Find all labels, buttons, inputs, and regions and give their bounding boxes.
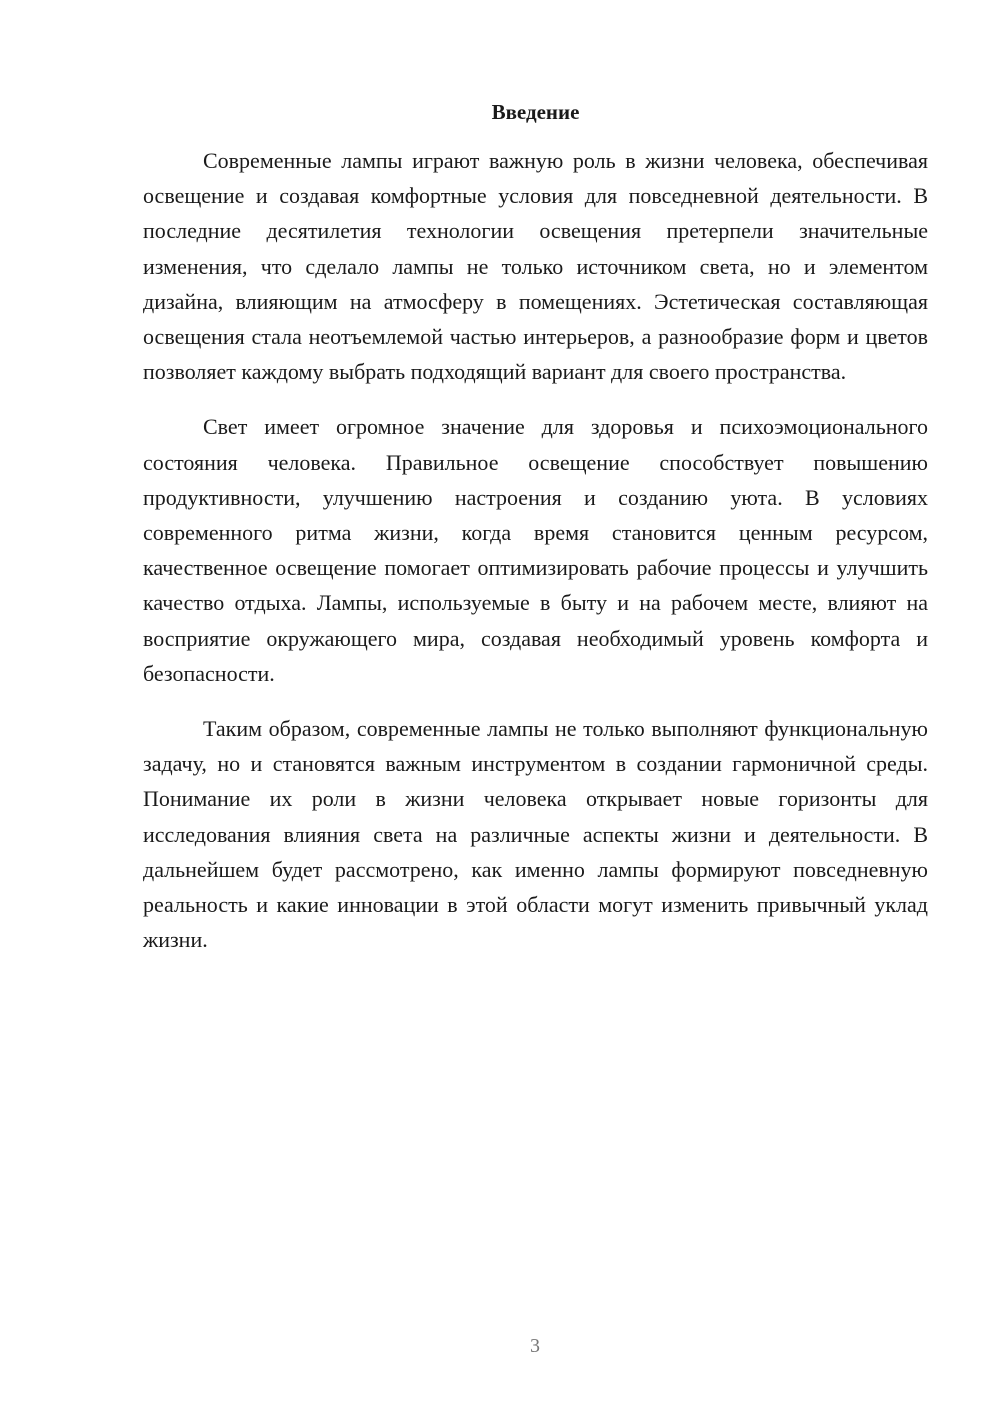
page-number: 3 <box>530 1335 540 1357</box>
paragraph-2: Свет имеет огромное значение для здоровья и психоэмоционального состояния человека. Правильное освещение способствует повышению продуктивности, улучшению настроения и созданию уюта. В условиях современного ритма жизни, когда время становится ценным ресурсом, качественное освещение помогает оптимизировать рабочие процессы и улучшить качество отдыха. Лампы, используемые в быту и на рабочем месте, влияют на восприятие окружающего мира, создавая необходимый уровень комфорта и безопасности. <box>143 414 928 686</box>
section-title: Введение <box>491 100 580 124</box>
body-text <box>143 143 928 977</box>
paragraph-1: Современные лампы играют важную роль в жизни человека, обеспечивая освещение и создавая комфортные условия для повседневной деятельности. В последние десятилетия технологии освещения претерпели значительные изменения, что сделало лампы не только источником света, но и элементом дизайна, влияющим на атмосферу в помещениях. Эстетическая составляющая освещения стала неотъемлемой частью интерьеров, а разнообразие форм и цветов позволяет каждому выбрать подходящий вариант для своего пространства. <box>143 148 928 385</box>
paragraph-3: Таким образом, современные лампы не только выполняют функциональную задачу, но и становятся важным инструментом в создании гармоничной среды. Понимание их роли в жизни человека открывает новые горизонты для исследования влияния света на различные аспекты жизни и деятельности. В дальнейшем будет рассмотрено, как именно лампы формируют повседневную реальность и какие инновации в этой области могут изменить привычный уклад жизни. <box>143 716 928 953</box>
